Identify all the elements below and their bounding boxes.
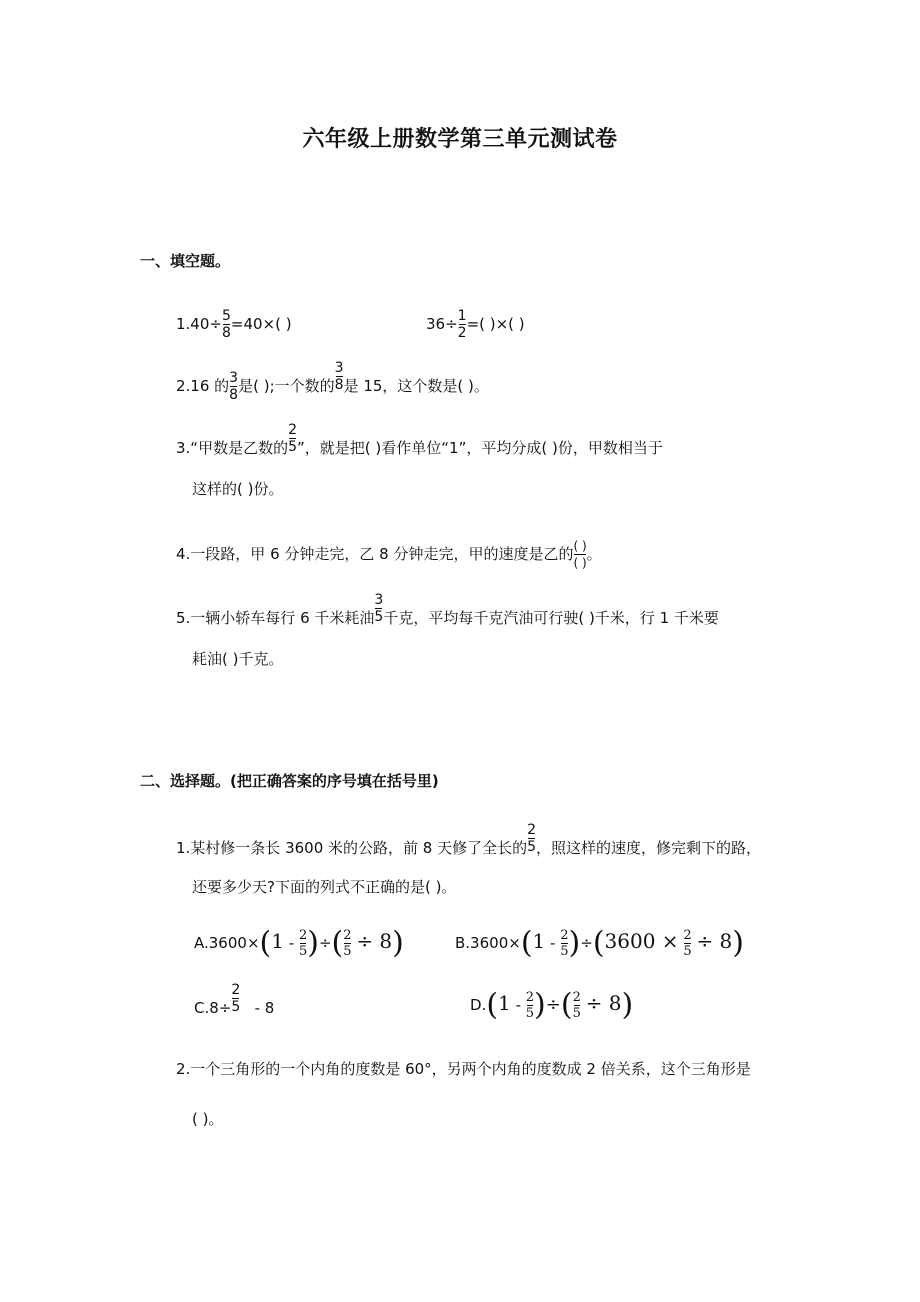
fraction: $\frac{2}{5}$ — [527, 822, 537, 855]
question-2: 2.16 的 $\frac{3}{8}$ 是( );一个数的 $\frac{3}{8}$ 是 15，这个数是( )。 — [176, 360, 489, 403]
question-3-line2: 这样的( )份。 — [192, 480, 284, 498]
fraction: $\frac{2}{5}$ — [288, 422, 298, 455]
fraction: $\frac{3}{5}$ — [374, 592, 384, 625]
question-5: 5.一辆小轿车每行 6 千米耗油 $\frac{3}{5}$ 千克，平均每千克汽油可行驶( )千米，行 1 千米要 — [176, 602, 719, 635]
question-4: 4.一段路，甲 6 分钟走完，乙 8 分钟走完，甲的速度是乙的 $\frac{( )}{( )}$ 。 — [176, 539, 602, 570]
question-3: 3.“甲数是乙数的 $\frac{2}{5}$ ”，就是把( )看作单位“1”，平均分成( )份，甲数相当于 — [176, 432, 663, 465]
fraction-blank: $\frac{( )}{( )}$ — [573, 539, 587, 570]
choice-question-2-line2: ( )。 — [192, 1110, 224, 1128]
choice-question-1: 1.某村修一条长 3600 米的公路，前 8 天修了全长的 $\frac{2}{5}$ ，照这样的速度，修完剩下的路， — [176, 832, 761, 865]
fraction: $\frac{2}{5}$ — [231, 982, 241, 1015]
fraction: $\frac{2}{5}$ — [572, 990, 581, 1021]
option-c: C.8÷ $\frac{2}{5}$ - 8 — [194, 992, 274, 1025]
fraction: $\frac{2}{5}$ — [525, 990, 535, 1021]
option-b: B.3600×(1 - $\frac{2}{5}$ )÷(3600 × $\frac{2}{5}$ ÷ 8) — [455, 925, 744, 961]
page-title: 六年级上册数学第三单元测试卷 — [302, 127, 618, 152]
option-a: A.3600×(1 - $\frac{2}{5}$ )÷( $\frac{2}{5}$ ÷ 8) — [194, 925, 404, 961]
fraction: $\frac{2}{5}$ — [560, 928, 569, 959]
question-1b: 36÷ $\frac{1}{2}$ =( )×( ) — [426, 308, 525, 341]
fraction: $\frac{1}{2}$ — [457, 308, 467, 341]
choice-question-1-line2: 还要多少天?下面的列式不正确的是( )。 — [192, 878, 457, 896]
fraction: $\frac{2}{5}$ — [298, 928, 308, 959]
choice-question-2: 2.一个三角形的一个内角的度数是 60°，另两个内角的度数成 2 倍关系，这个三角形是 — [176, 1060, 751, 1078]
section2-heading: 二、选择题。(把正确答案的序号填在括号里) — [140, 772, 439, 790]
section1-heading: 一、填空题。 — [140, 252, 231, 270]
fraction: $\frac{3}{8}$ — [229, 370, 239, 403]
fraction: $\frac{2}{5}$ — [683, 928, 692, 959]
fraction: $\frac{5}{8}$ — [221, 308, 231, 341]
option-d: D.(1 - $\frac{2}{5}$ )÷( $\frac{2}{5}$ ÷ 8) — [470, 987, 634, 1023]
fraction: $\frac{3}{8}$ — [334, 360, 344, 393]
question-5-line2: 耗油( )千克。 — [192, 650, 284, 668]
fraction: $\frac{2}{5}$ — [343, 928, 352, 959]
question-1a: 1.40÷ $\frac{5}{8}$ =40×( ) — [176, 308, 292, 341]
